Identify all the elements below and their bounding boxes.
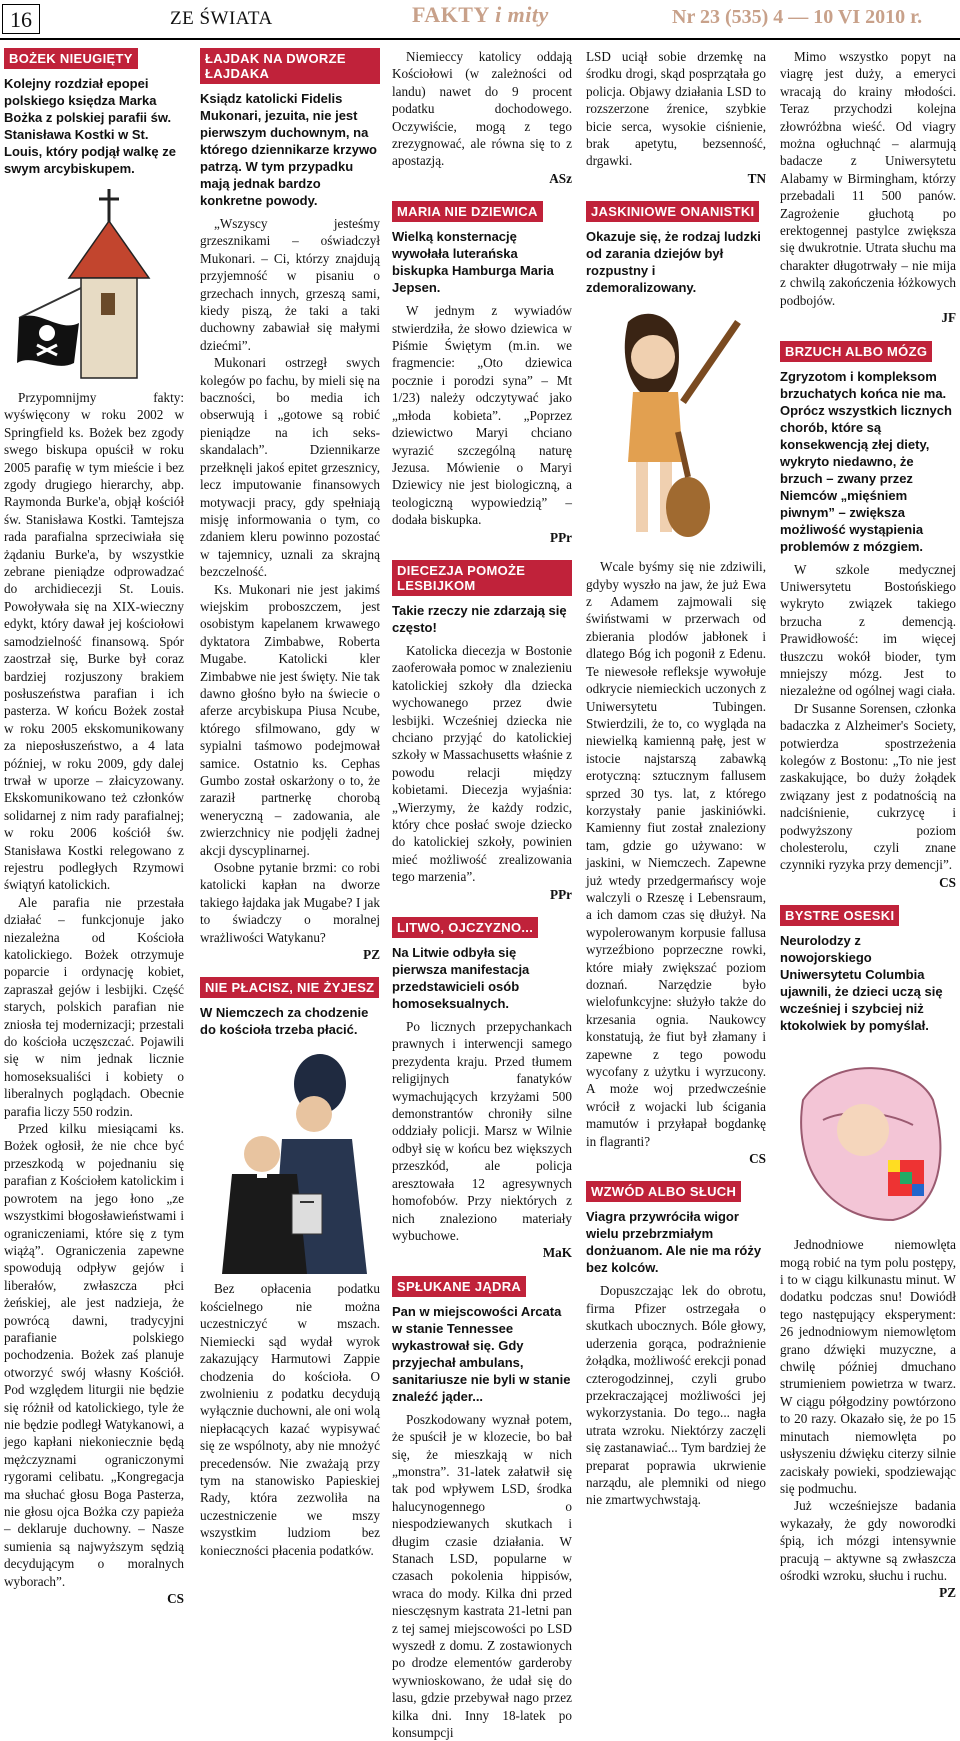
brzuch-paragraph-2: Dr Susanne Sorensen, członka badaczka z Alzheimer's Society, potwierdza spostrzeżenia kolegów z Bostonu: „To nie jest zaskakujące, bo duży żołądek związany jest z podatnością na nadciśnienie, cukrzycę i podwyższony poziom cholesterolu, czyli znane czynniki ryzyka przy demencji”.	[780, 700, 956, 873]
page-header	[0, 0, 960, 38]
wzwod-continuation: Mimo wszystko popyt na viagrę jest duży, a emeryci wracają do krainy młodości. Teraz przychodzi kolejna złowróżbna wieść. Od viagry można ogłuchnąć – alarmują badacze z Uniwersytetu Alabamy w Birmingham, którzy przebadali 11 500 panów. Zagrożenie głuchotą po erektogennej pastylce zwiększa się dwukrotnie. Utrata słuchu ma charakter długotrwały – nie mija z chwilą zakończenia łóżkowych podbojów.	[780, 49, 956, 308]
jaskiniowe-paragraph: Wcale byśmy się nie zdziwili, gdyby wyszło na jaw, że już Ewa z Adamem zajmowali się świństwami w przerwach od zbierania plodów jabłonek i dlatego Bóg ich pogonił z Edenu. Te niewesołe refleksje wywołuje odkrycie niemieckich uczonych z Uniwersytetu Tubingen. Stwierdzili, że to, co wygląda na niewielką kamienną pałę, jest w istocie najstarszą zabawką erotyczną: sztucznym fallusem sprzed 30 tys. lat, z którego korzystały panie jaskiniówki. Kamienny fiut został znaleziony tam, gdzie go używano: w jaskini, w Niemczech. Zapewne już wtedy przedgermańscy woje walczyli o Rzeszę i Lebensraum, a ich damom czas się dłużył. Na wypolerowanym korpusie fallusa wyrzeźbiono poprzeczne rowki, które miały zwiększać poziom doznań. Narzędzie było wielofunkcyjne: służyło także do krzesania ognia. Naukowcy konstatują, że fiut był złamany i zapewne z tego powodu wycofany z użytku i wyrzucony. A może woj przedwcześnie wrócił z wojacki lub ścigania mamutów i przyłapał bogdankę in flagranti?	[586, 559, 766, 1149]
lead-litwo: Na Litwie odbyła się pierwsza manifestacja przedstawicieli osób homoseksualnych.	[392, 945, 530, 1012]
headline-maria: MARIA NIE DZIEWICA	[392, 201, 543, 222]
signature: PZ	[939, 1585, 956, 1601]
lead-jaskiniowe: Okazuje się, że rodzaj ludzki od zarania dziejów był rozpustny i zdemoralizowany.	[586, 229, 761, 296]
splukane-continuation: LSD uciął sobie drzemkę na środku drogi, skąd posprzątała go policja. Objawy działania LSD to rozszerzone źrenice, szybkie bicie serca, wysokie ciśnienie, brak apetytu, bezsenność, drgawki.	[586, 49, 766, 169]
signature: JF	[941, 310, 956, 326]
maria-paragraph: W jednym z wywiadów stwierdziła, że słowo dziewica w Piśmie Świętym (m.in. we fragmencie: „Oto dziewica pocznie i porodzi syna” – Mt 1/23) należy odczytywać jako „młoda kobieta”. „Poprzez dziewictwo Maryi chciano wyrazić szczególną naturę Jezusa. Mówienie o Maryi Dziewicy nie jest biologiczną, a teologiczną wypowiedzią” – dodała biskupka.	[392, 303, 572, 528]
section-title: ZE ŚWIATA	[170, 8, 273, 29]
column-5	[780, 48, 956, 1602]
headline-bozek: BOŻEK NIEUGIĘTY	[4, 48, 138, 69]
headline-nie-placisz: NIE PŁACISZ, NIE ŻYJESZ	[200, 977, 379, 998]
lead-wzwod: Viagra przywróciła wigor wielu przebrzmiałym donżuanom. Ale nie ma róży bez kolców.	[586, 1209, 762, 1276]
signature: PPr	[550, 529, 572, 545]
lead-lajdak: Ksiądz katolicki Fidelis Mukonari, jezuita, nie jest pierwszym duchownym, na którego dziennikarze krzywo patrzą. W tym przypadku mają jednak bardzo konkretne powody.	[200, 91, 377, 208]
church-pirate-flag-illustration	[9, 183, 179, 383]
headline-splukane: SPŁUKANE JĄDRA	[392, 1276, 526, 1297]
issue-info: Nr 23 (535) 4 — 10 VI 2010 r.	[672, 6, 923, 28]
signature: CS	[167, 1591, 184, 1607]
lead-bozek: Kolejny rozdział epopei polskiego księdza Marka Bożka z polskiej parafii św. Stanisława Kostki w St. Louis, który podjął walkę ze swym arcybiskupem.	[4, 76, 176, 176]
bystre-paragraph-1: Jednodniowe niemowlęta mogą robić na tym polu postępy, i to w ciągu kilkunastu minut. W dodatku podczas snu! Dowiódł tego następujący eksperyment: 26 jednodniowym niemowlętom grano dźwięki muzyczne, a chwilę później dmuchano strumieniem powietrza w twarz. W ciągu półgodziny powtórzono to 20 razy. Okazało się, że po 15 minutach niemowlęta po usłyszeniu dźwięku citerzy silnie zaciskały powieki, spodziewając się podmuchu.	[780, 1237, 956, 1496]
headline-jaskiniowe: JASKINIOWE ONANISTKI	[586, 201, 759, 222]
headline-diecezja: DIECEZJA POMOŻE LESBIJKOM	[392, 560, 572, 596]
signature: PPr	[550, 886, 572, 902]
wzwod-paragraph: Dopuszczając lek do obrotu, firma Pfizer ostrzegała o skutkach ubocznych. Bóle głowy, uderzenia gorąca, podrażnienie żołądka, możliwość erekcji ponad czterogodzinnej, czyli grubo przekraczającej możliwości jej wykorzystania. Do tego... nagła utrata wzroku. Niektórzy zaczęli się zastanawiać... Tym bardziej że preparat poprawia ukrwienie narządu, ale plemniki od niego nie zmartwychwstają.	[586, 1283, 766, 1508]
headline-litwo: LITWO, OJCZYZNO...	[392, 917, 538, 938]
bozek-paragraph-2: Ale parafia nie przestała działać – funkcjonuje jako niezależna od Kościoła katolickiego. Bożek otrzymuje poparcie i ordynację kobiet, zapraszał gejów i lesbijki. Część starych, polskich parafian nie zniosła tej modernizacji; przestali do kościoła uczęszczać. Pojawili się w nim jednak licznie homoseksualiści i kobiety o liberalnych poglądach. Obecnie parafia liczy 550 rodzin.	[4, 894, 184, 1119]
priest-and-policeman-illustration	[202, 1044, 378, 1274]
bystre-paragraph-2: Już wcześniejsze badania wykazały, że gdy noworodki śpią, ich mózgi intensywnie pracują – aktywne są zwłaszcza ośrodki wzroku, słuchu i ruchu.	[780, 1498, 956, 1583]
diecezja-paragraph: Katolicka diecezja w Bostonie zaoferowała pomoc w znalezieniu katolickiej szkoły dla dziecka wychowanego przez dwie lesbijki. Wcześniej dziecka nie chciano przyjąć do katolickiej szkoły w Massachusetts właśnie z powodu relacji między kobietami. Diecezja wyjaśnia: „Wierzymy, że każdy rodzic, który chce posłać swoje dziecko do katolickiej szkoły, powinien mieć możliwość zrealizowania tego marzenia”.	[392, 642, 572, 885]
lajdak-paragraph-4: Osobne pytanie brzmi: co robi katolicki kapłan na dworze takiego łajdaka jak Mugabe? I jak to świadczy o moralnej wrażliwości Watykanu?	[200, 860, 380, 945]
headline-brzuch: BRZUCH ALBO MÓZG	[780, 341, 932, 362]
signature: TN	[747, 170, 766, 186]
signature: CS	[749, 1151, 766, 1167]
column-4	[586, 48, 766, 1509]
signature: MaK	[542, 1245, 572, 1261]
lead-splukane: Pan w miejscowości Arcata w stanie Tennessee wykastrował się. Gdy przyjechał ambulans, sanitariusze nie byli w stanie znaleźć jąder...	[392, 1303, 571, 1404]
masthead-logo: FAKTY i mity	[412, 2, 549, 27]
lead-bystre: Neurolodzy z nowojorskiego Uniwersytetu Columbia ujawnili, że dzieci uczą się wcześniej i szybciej niż ktokolwiek by pomyślał.	[780, 933, 943, 1034]
nie-placisz-continuation: Niemieccy katolicy oddają Kościołowi (w zależności od landu) nawet do 9 procent podatku dochodowego. Oczywiście, mogą z tego zrezygnować, ale równa się to z apostazją.	[392, 49, 572, 169]
headline-wzwod: WZWÓD ALBO SŁUCH	[586, 1181, 741, 1202]
lead-maria: Wielką konsternację wywołała luterańska biskupka Hamburga Maria Jepsen.	[392, 229, 554, 296]
lajdak-paragraph-1: „Wszyscy jesteśmy grzesznikami – oświadczył Mukonari. – Ci, którzy znajdują przyjemność w pisaniu o grzechach innych, grzeszą sami, kiedy piszą, że taki a taki duchowny zabawiał się małymi dziećmi”.	[200, 216, 380, 353]
headline-bystre: BYSTRE OSESKI	[780, 905, 899, 926]
lead-brzuch: Zgryzotom i kompleksom brzuchatych końca nie ma. Oprócz wszystkich licznych chorób, które są konsekwencją złej diety, wykryto niedawno, że brzuch – zwany przez Niemców „mięśniem piwnym” – zwiększa możliwość wystąpienia problemów z mózgiem.	[780, 368, 952, 554]
lajdak-paragraph-3: Ks. Mukonari nie jest jakimś wiejskim proboszczem, jest osobistym kapelanem krwawego dyktatora Zimbabwe, Roberta Mugabe. Katolicki kler Zimbabwe nie jest święty. Nie tak dawno głośno było na świecie o aferze arcybiskupa Piusa Ncube, którego sfilmowano, gdy w sypialni taśmowo podejmował samice. Ostatnio ks. Cephas Gumbo został oskarżony o to, że zaraził partnerkę chorobą weneryczną – zadowania, ale zwierzchnicy nie podjęli żadnej akcji dyscyplinarnej.	[200, 581, 380, 858]
headline-lajdak: ŁAJDAK NA DWORZE ŁAJDAKA	[200, 48, 380, 84]
bozek-paragraph-3: Przed kilku miesiącami ks. Bożek ogłosił, że nie chce być przeszkodą w pojednaniu się parafian z Kościołem katolickim i powrotem na jego łono „ze wszystkimi błogosławieństwami i ograniczeniami, które się z tym wiążą”. Ograniczenia zapewne spowodują odpływ gejów i liberałów, zwłaszcza płci żeńskiej, ale jest nadzieja, że powrócą dawni, tradycyjni parafianie polskiego pochodzenia. Bożek zaś planuje otworzyć swój własny Kościół. Pod względem liturgii nie będzie się różnił od katolickiego, tyle że nie będzie podległ Watykanowi, a jego kapłani niekoniecznie będą mężczyznami ograniczonymi rygorami celibatu. „Kongregacja ma słuchać głosu Boga Pasterza, nie głosu ojca Bożka czy papieża – deklaruje duchowny. – Nasze sumienia są najwyższym sędzią decydującym o moralnych wyborach”.	[4, 1121, 184, 1589]
baby-with-rubiks-cube-illustration	[783, 1040, 953, 1230]
litwo-paragraph: Po licznych przepychankach prawnych i interwencji samego prezydenta kraju. Przed tłumem religijnych fanatyków wymachujących krzyżami 500 demonstrantów chroniły silne oddziały policji. Marsz w Wilnie odbył się w końcu bez większych przeszkód, ale policja aresztowała 12 agresywnych homofobów. Przy niektórych z nich znaleziono materiały wybuchowe.	[392, 1019, 572, 1243]
signature: ASz	[549, 170, 572, 186]
splukane-paragraph: Poszkodowany wyznał potem, że spuścił je w klozecie, bo bał się, że mieszkają w nich „monstra”. 31-latek załatwił się tak pod wpływem LSD, środka halucynogennego o niespodziewanych skutkach i długim czasie działania. W Stanach LSD, popularne w czasach pokolenia hippisów, wraca do mody. Kilka dni przed niesczęsnym kastrata 21-letni pan z tej samej miejscowości po LSD wyszedł z domu. Z zostawionych po drodze elementów garderoby wywnioskowano, że udał się do lasu, gdzie przebywał nago przez kilka dni. Inny 18-latek po konsumpcji	[392, 1411, 572, 1741]
signature: CS	[939, 874, 956, 890]
column-2	[200, 48, 380, 1573]
column-3	[392, 48, 572, 1741]
cavewoman-with-club-illustration	[588, 302, 764, 552]
signature: PZ	[363, 947, 380, 963]
lead-diecezja: Takie rzeczy nie zdarzają się często!	[392, 602, 567, 635]
nie-placisz-paragraph: Bez opłacenia podatku kościelnego nie można uczestniczyć w mszach. Niemiecki sąd wydał wyrok zakazujący Harmutowi Zappie chodzenia do kościoła. O zwolnieniu z podatku decydują wyłącznie duchowni, ale oni wolą niepłacących kazać wypisywać się ze wspólnoty, aby nie mnożyć precedensów. Nie zważają przy tym na stanowisko Papieskiej Rady, która zezwoliła na uczestniczenie we mszy wszystkim ludziom bez konieczności płacenia podatków.	[200, 1281, 380, 1558]
header-rule	[0, 38, 960, 40]
column-1	[4, 48, 184, 1607]
bozek-paragraph-1: Przypomnijmy fakty: wyświęcony w roku 2002 w Springfield ks. Bożek bez zgody swego biskupa opuścił w roku 2005 parafię w tym mieście i bez zgody drugiego hierarchy, abp. Raymonda Burke'a, objął kościół św. Stanisława Kostki. Tamtejsza rada parafialna sprzeciwiała się żądaniu Burke'a, by wszystkie zebrane pieniądze odprowadzać do archidiecezji St. Louis. Powoływała się na XIX-wieczny edykt, który dawał jej kościołowi samodzielność finansową. Spór zaostrzał się, Burke był coraz bardziej rozjuszony brakiem posłuszeństwa parafian i ich pasterza. W końcu Bożek został w roku 2005 ekskomunikowany za nieposłuszeństwo, a 4 lata później, w roku 2009, gdy dalej trwał w uporze – złaicyzowany. Ekskomunikowano też członków solidarnej z nim rady parafialnej; w roku 2006 kościół św. Stanisława Kostki relegowano z rejestru podległych Rzymowi świątyń katolickich.	[4, 390, 184, 893]
lajdak-paragraph-2: Mukonari ostrzegł swych kolegów po fachu, by mieli się na baczności, bo media ich obserwują i „gotowe są robić pieniądze na ich seks-skandalach”. Dziennikarze przełknęli jakoś epitet grzesznicy, lecz imputowanie finansowych motywacji pracy, gdy spełniają misję informowania o tym, co zdaniem kleru powinno pozostać w tajemnicy, uznali za skrajną bezczelność.	[200, 355, 380, 580]
brzuch-paragraph-1: W szkole medycznej Uniwersytetu Bostońskiego wykryto związek takiego brzucha z demencją. Prawidłowość: im więcej tłuszczu wokół bioder, tym mniejszy mózg. Jest to niezależne od ogólnej wagi ciała.	[780, 561, 956, 699]
page-number: 16	[2, 4, 40, 34]
lead-nie-placisz: W Niemczech za chodzenie do kościoła trzeba płacić.	[200, 1005, 369, 1038]
